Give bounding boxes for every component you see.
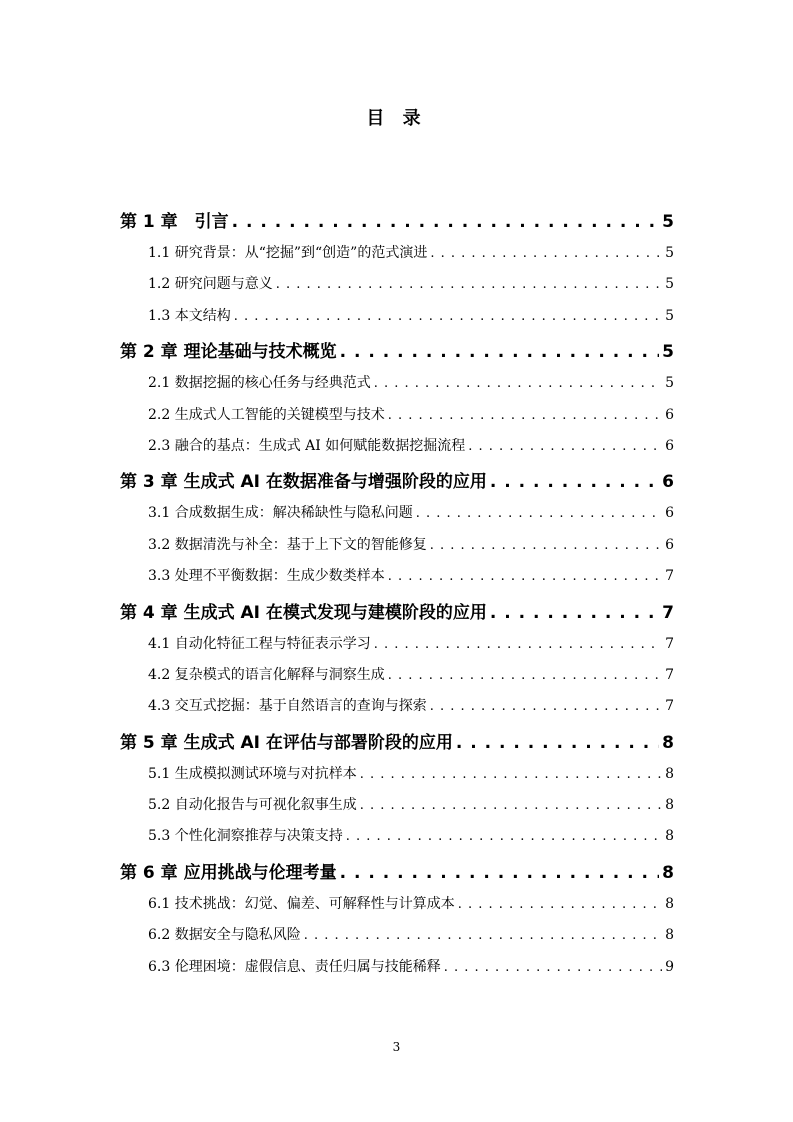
toc-chapter-entry[interactable]	[120, 206, 674, 238]
toc-leader-dots	[468, 431, 662, 462]
toc-entry-page-number: 5	[665, 276, 674, 293]
toc-section-entry[interactable]	[120, 790, 674, 821]
toc-entry-label: 2.3 融合的基点：生成式 AI 如何赋能数据挖掘流程	[148, 437, 466, 454]
toc-entry-page-number: 5	[665, 307, 674, 324]
toc-entry-page-number: 6	[665, 437, 674, 454]
toc-leader-dots	[430, 530, 662, 561]
toc-entry-label: 6.1 技术挑战：幻觉、偏差、可解释性与计算成本	[148, 895, 455, 912]
toc-leader-dots	[232, 206, 659, 238]
toc-entry-page-number: 6	[665, 536, 674, 553]
toc-chapter-entry[interactable]	[120, 336, 674, 368]
page-title: 目 录	[366, 108, 427, 129]
toc-entry-page-number: 8	[662, 732, 674, 753]
page-number-footer: 3	[392, 1040, 401, 1054]
toc-leader-dots	[346, 821, 662, 852]
toc-leader-dots	[490, 466, 659, 498]
toc-chapter-entry[interactable]	[120, 727, 674, 759]
toc-entry-label: 第 6 章 应用挑战与伦理考量	[120, 862, 337, 883]
toc-entry-label: 5.2 自动化报告与可视化叙事生成	[148, 797, 357, 814]
toc-leader-dots	[374, 368, 662, 399]
toc-entry-label: 2.2 生成式人工智能的关键模型与技术	[148, 406, 385, 423]
toc-section-entry[interactable]	[120, 759, 674, 790]
toc-leader-dots	[388, 561, 662, 592]
toc-leader-dots	[360, 790, 662, 821]
toc-chapter-entry[interactable]	[120, 857, 674, 889]
toc-entry-page-number: 9	[665, 958, 674, 975]
toc-entry-label: 5.3 个性化洞察推荐与决策支持	[148, 828, 343, 845]
toc-leader-dots	[416, 498, 662, 529]
toc-chapter-entry[interactable]	[120, 466, 674, 498]
table-of-contents	[120, 206, 674, 983]
toc-section-entry[interactable]	[120, 920, 674, 951]
toc-leader-dots	[490, 597, 659, 629]
toc-entry-label: 4.3 交互式挖掘：基于自然语言的查询与探索	[148, 698, 427, 715]
toc-entry-page-number: 7	[662, 602, 674, 623]
toc-section-entry[interactable]	[120, 498, 674, 529]
toc-entry-page-number: 6	[665, 505, 674, 522]
toc-entry-label: 第 1 章 引言	[120, 212, 229, 232]
toc-entry-label: 3.2 数据清洗与补全：基于上下文的智能修复	[148, 536, 427, 553]
toc-section-entry[interactable]	[120, 530, 674, 561]
toc-entry-page-number: 7	[665, 568, 674, 585]
toc-entry-label: 1.1 研究背景：从“挖掘”到“创造”的范式演进	[148, 245, 428, 261]
toc-entry-label: 2.1 数据挖掘的核心任务与经典范式	[148, 375, 371, 392]
toc-entry-page-number: 7	[665, 666, 674, 683]
toc-entry-label: 3.3 处理不平衡数据：生成少数类样本	[148, 568, 385, 585]
toc-section-entry[interactable]	[120, 629, 674, 660]
toc-entry-label: 5.1 生成模拟测试环境与对抗样本	[148, 765, 357, 782]
toc-entry-label: 第 2 章 理论基础与技术概览	[120, 342, 337, 363]
toc-entry-page-number: 7	[665, 635, 674, 652]
toc-leader-dots	[458, 889, 662, 920]
toc-leader-dots	[340, 857, 660, 889]
toc-entry-label: 第 4 章 生成式 AI 在模式发现与建模阶段的应用	[120, 602, 487, 623]
toc-leader-dots	[276, 269, 662, 300]
toc-section-entry[interactable]	[120, 301, 674, 332]
toc-chapter-entry[interactable]	[120, 597, 674, 629]
toc-leader-dots	[456, 727, 659, 759]
toc-entry-page-number: 5	[665, 245, 674, 261]
toc-leader-dots	[444, 952, 662, 983]
toc-leader-dots	[360, 759, 662, 790]
toc-entry-page-number: 6	[662, 472, 674, 493]
toc-entry-page-number: 8	[665, 828, 674, 845]
toc-section-entry[interactable]	[120, 238, 674, 269]
toc-section-entry[interactable]	[120, 821, 674, 852]
toc-leader-dots	[234, 301, 662, 332]
toc-entry-label: 第 5 章 生成式 AI 在评估与部署阶段的应用	[120, 732, 453, 753]
toc-section-entry[interactable]	[120, 952, 674, 983]
toc-entry-label: 第 3 章 生成式 AI 在数据准备与增强阶段的应用	[120, 472, 487, 493]
toc-entry-page-number: 8	[662, 862, 674, 883]
toc-entry-label: 4.1 自动化特征工程与特征表示学习	[148, 635, 371, 652]
toc-entry-page-number: 6	[665, 406, 674, 423]
toc-leader-dots	[430, 691, 662, 722]
toc-section-entry[interactable]	[120, 400, 674, 431]
toc-entry-page-number: 5	[665, 375, 674, 392]
toc-entry-page-number: 8	[665, 765, 674, 782]
toc-entry-label: 6.2 数据安全与隐私风险	[148, 927, 301, 944]
toc-entry-label: 6.3 伦理困境：虚假信息、责任归属与技能稀释	[148, 958, 441, 975]
toc-entry-page-number: 8	[665, 797, 674, 814]
toc-entry-page-number: 8	[665, 895, 674, 912]
toc-entry-page-number: 7	[665, 698, 674, 715]
toc-section-entry[interactable]	[120, 269, 674, 300]
toc-entry-page-number: 5	[662, 212, 674, 232]
toc-entry-page-number: 8	[665, 927, 674, 944]
toc-leader-dots	[430, 238, 662, 269]
toc-section-entry[interactable]	[120, 561, 674, 592]
toc-section-entry[interactable]	[120, 691, 674, 722]
toc-leader-dots	[388, 400, 662, 431]
toc-section-entry[interactable]	[120, 660, 674, 691]
toc-entry-label: 4.2 复杂模式的语言化解释与洞察生成	[148, 666, 385, 683]
toc-entry-label: 1.2 研究问题与意义	[148, 276, 273, 293]
toc-section-entry[interactable]	[120, 431, 674, 462]
toc-leader-dots	[388, 660, 662, 691]
toc-leader-dots	[304, 920, 662, 951]
toc-entry-label: 3.1 合成数据生成：解决稀缺性与隐私问题	[148, 505, 413, 522]
toc-entry-page-number: 5	[662, 342, 674, 363]
toc-section-entry[interactable]	[120, 889, 674, 920]
toc-leader-dots	[340, 336, 660, 368]
toc-leader-dots	[374, 629, 662, 660]
toc-section-entry[interactable]	[120, 368, 674, 399]
toc-entry-label: 1.3 本文结构	[148, 307, 231, 324]
